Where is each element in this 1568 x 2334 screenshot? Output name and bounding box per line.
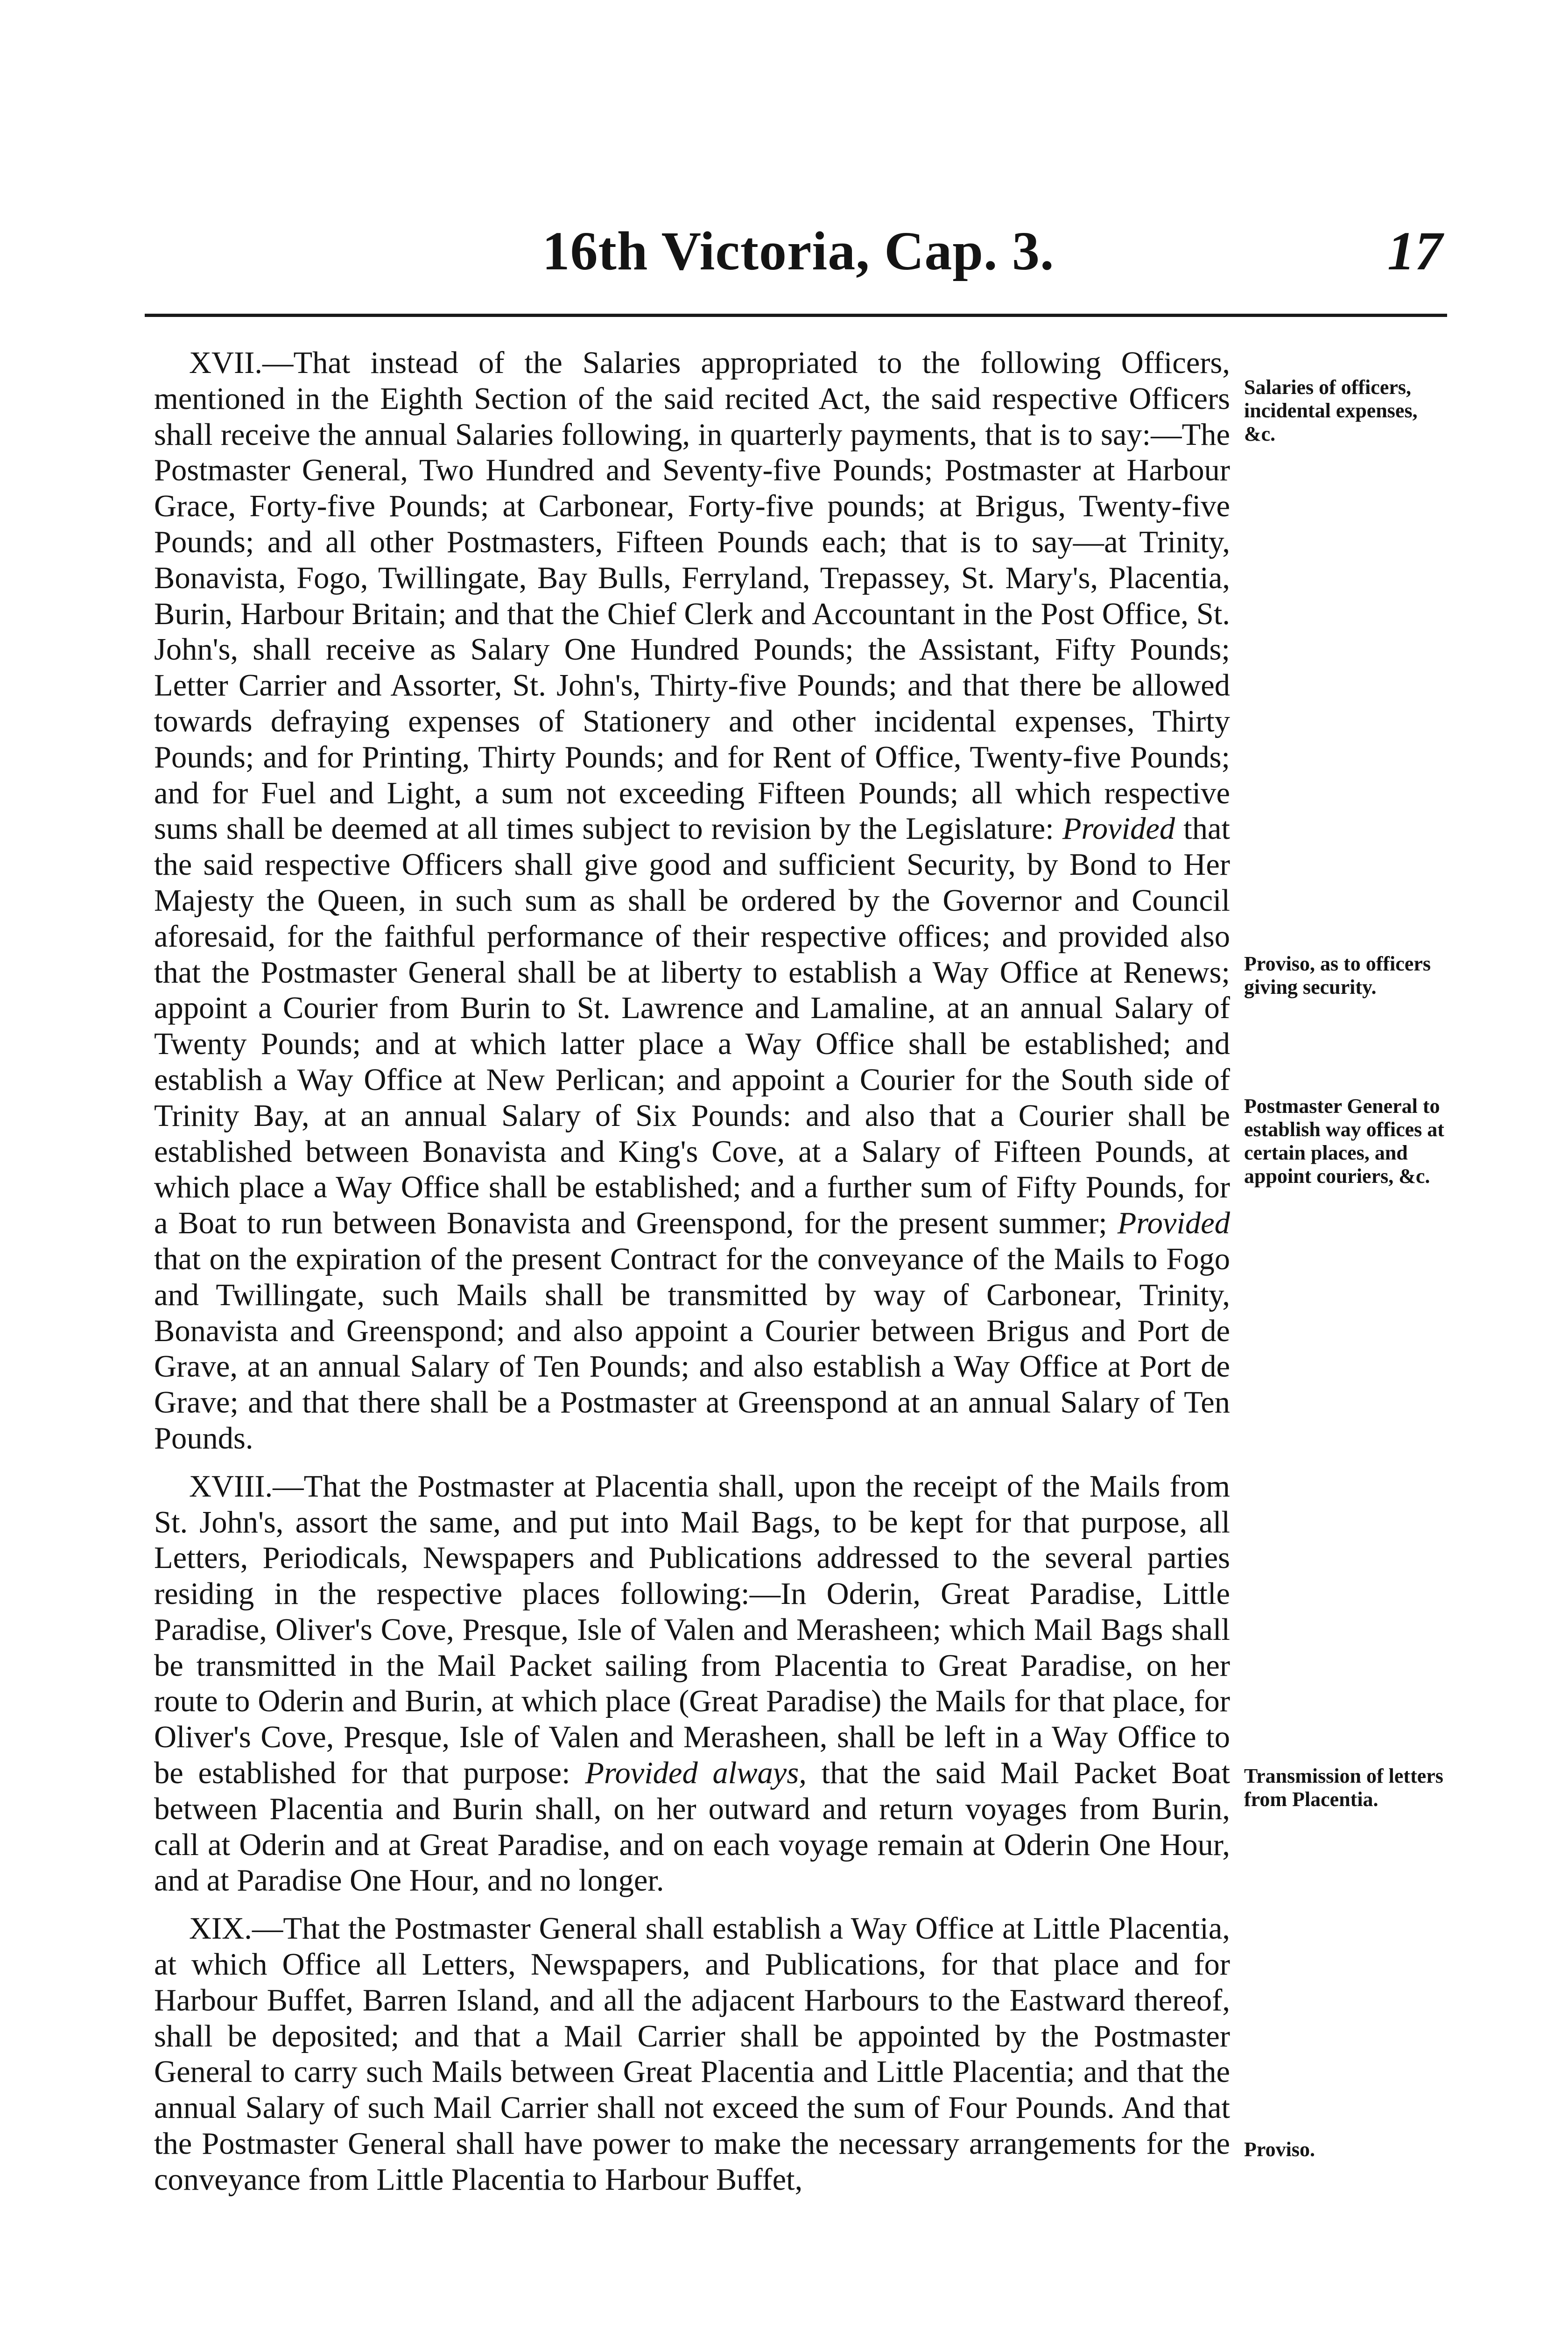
section-xix: [154, 1911, 1230, 2198]
section-text: that the said respective Officers shall give good and sufficient Security, by Bond to Her Majesty the Queen, in such sum as shall be ordered by the Governor and Council aforesaid, for the faithful performance of their respective offices; and provided also that the Postmaster General shall be at liberty to establish a Way Office at Renews; appoint a Courier from Burin to St. Lawrence and Lamaline, at an annual Salary of Twenty Pounds; and at which latter place a Way Office shall be established; and establish a Way Office at New Perlican; and appoint a Courier for the South side of Trinity Bay, at an annual Salary of Six Pounds: and also that a Courier shall be established between Bonavista and King's Cove, at a Salary of Fifteen Pounds, at which place a Way Office shall be established; and a further sum of Fifty Pounds, for a Boat to run between Bonavista and Greenspond, for the present summer;: [154, 812, 1230, 1241]
section-text: that the said Mail Packet Boat between Placentia and Burin shall, on her outward and return voyages from Burin, call at Oderin and at Great Paradise, and on each voyage remain at Oderin One Hour, and at Paradise One Hour, and no longer.: [154, 1756, 1230, 1898]
proviso-word: Provided always,: [585, 1756, 807, 1791]
proviso-word: Provided: [1117, 1206, 1230, 1241]
section-text: —That instead of the Salaries appropriated to the following Officers, mentioned in the Eighth Section of the said recited Act, the said respective Officers shall receive the annual Salaries following, in quarterly payments, that is to say:—The Postmaster General, Two Hundred and Seventy-five Pounds; Postmaster at Harbour Grace, Forty-five Pounds; at Carbonear, Forty-five pounds; at Brigus, Twenty-five Pounds; and all other Postmasters, Fifteen Pounds each; that is to say—at Trinity, Bonavista, Fogo, Twillingate, Bay Bulls, Ferryland, Trepassey, St. Mary's, Placentia, Burin, Harbour Britain; and that the Chief Clerk and Accountant in the Post Office, St. John's, shall receive as Salary One Hundred Pounds; the Assistant, Fifty Pounds; Letter Carrier and Assorter, St. John's, Thirty-five Pounds; and that there be allowed towards defraying expenses of Stationery and other incidental expenses, Thirty Pounds; and for Printing, Thirty Pounds; and for Rent of Office, Twenty-five Pounds; and for Fuel and Light, a sum not exceeding Fifteen Pounds; all which respective sums shall be deemed at all times subject to revision by the Legislature:: [154, 346, 1230, 846]
proviso-word: Provided: [1062, 812, 1175, 846]
running-title: 16th Victoria, Cap. 3.: [542, 220, 1055, 281]
section-number: XVII.: [189, 346, 262, 380]
section-number: XIX.: [189, 1912, 252, 1946]
body-text: [154, 345, 1230, 2198]
section-number: XVIII.: [189, 1469, 273, 1504]
section-xviii: [154, 1469, 1230, 1899]
margin-notes: [1244, 0, 1449, 2334]
margin-note-way-offices: Postmaster General to establish way offices at certain places, and appoint couriers, &c.: [1244, 1095, 1444, 1188]
section-text: that on the expiration of the present Contract for the conveyance of the Mails to Fogo and Twillingate, such Mails shall be transmitted by way of Carbonear, Trinity, Bonavista and Greenspond; and also appoint a Courier between Brigus and Port de Grave, at an annual Salary of Ten Pounds; and also establish a Way Office at Port de Grave; and that there shall be a Postmaster at Greenspond at an annual Salary of Ten Pounds.: [154, 1242, 1230, 1455]
margin-note-transmission: Transmission of letters from Placentia.: [1244, 1765, 1443, 1811]
section-xvii: [154, 345, 1230, 1457]
margin-note-proviso: Proviso.: [1244, 2138, 1315, 2161]
margin-note-proviso-security: Proviso, as to officers giving security.: [1244, 952, 1431, 998]
section-text: —That the Postmaster General shall establish a Way Office at Little Placentia, at which Office all Letters, Newspapers, and Publications, for that place and for Harbour Buffet, Barren Island, and all the adjacent Harbours to the Eastward thereof, shall be deposited; and that a Mail Carrier shall be appointed by the Postmaster General to carry such Mails between Great Placentia and Little Placentia; and that the annual Salary of such Mail Carrier shall not exceed the sum of Four Pounds. And that the Postmaster General shall have power to make the necessary arrangements for the conveyance from Little Placentia to Harbour Buffet,: [154, 1912, 1230, 2197]
page-number: 17: [1387, 220, 1442, 281]
section-text: —That the Postmaster at Placentia shall, upon the receipt of the Mails from St. John's, assort the same, and put into Mail Bags, to be kept for that purpose, all Letters, Periodicals, Newspapers and Publications addressed to the several parties residing in the respective places following:—In Oderin, Great Paradise, Little Paradise, Oliver's Cove, Presque, Isle of Valen and Merasheen; which Mail Bags shall be transmitted in the Mail Packet sailing from Placentia to Great Paradise, on her route to Oderin and Burin, at which place (Great Paradise) the Mails for that place, for Oliver's Cove, Presque, Isle of Valen and Merasheen, shall be left in a Way Office to be established for that purpose:: [154, 1469, 1230, 1791]
margin-note-salaries: Salaries of officers, incidental expenses, &c.: [1244, 376, 1418, 445]
